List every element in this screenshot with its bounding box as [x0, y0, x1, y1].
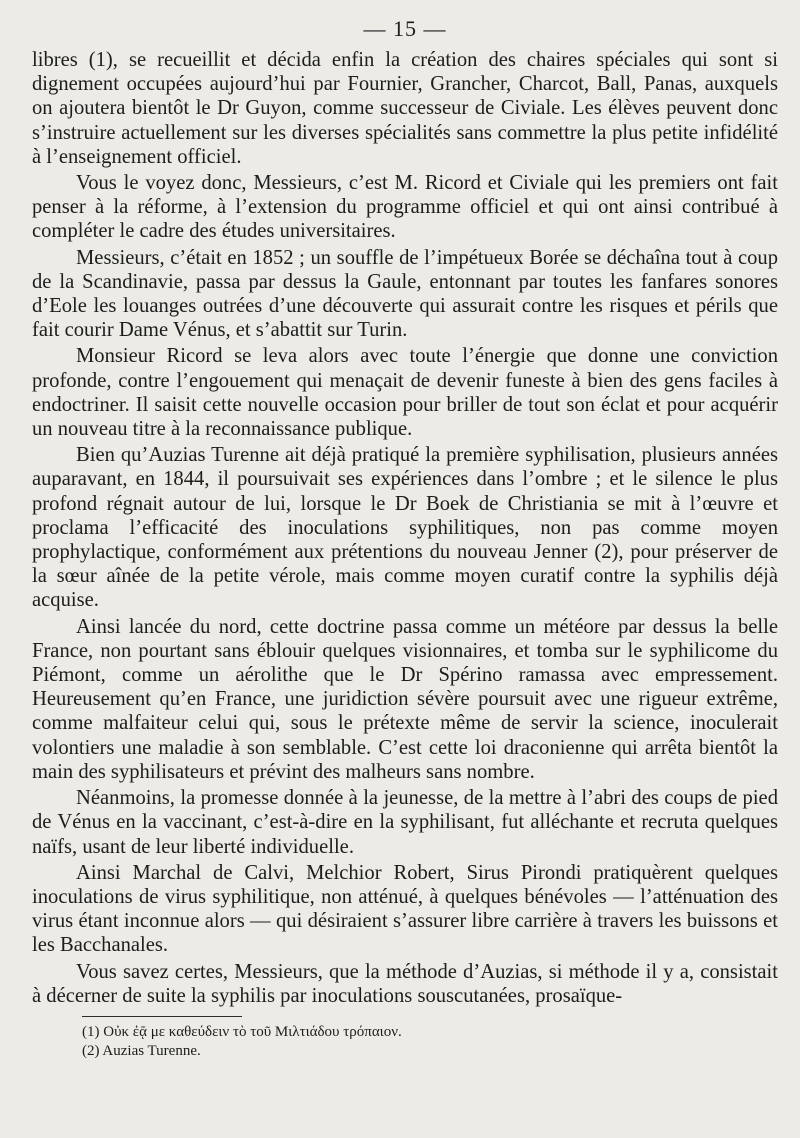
page-number: — 15 —	[363, 16, 447, 41]
footnote-divider	[82, 1016, 242, 1017]
footnote-1: (1) Οὐκ ἐᾷ με καθεύδειν τὸ τοῦ Μιλτιάδου τρόπαιον.	[82, 1023, 402, 1040]
paragraph-4: Monsieur Ricord se leva alors avec toute l’énergie que donne une conviction profonde, contre l’engouement qui menaçait de devenir funeste à bien des gens faciles à endoctriner. Il saisit cette nouvelle occasion pour briller de tout son éclat et pour acquérir un nouveau titre à la reconnaissance publique.	[32, 345, 778, 441]
paragraph-6: Ainsi lancée du nord, cette doctrine passa comme un météore par dessus la belle France, non pourtant sans éblouir quelques visionnaires, et tomba sur le syphilicome du Piémont, comme un aérolithe que le Dr Spérino ramassa avec empressement. Heureusement qu’en France, une juridiction sévère poursuit avec une rigueur extrême, comme malfaiteur celui qui, sous le prétexte même de servir la science, inoculerait volontiers une maladie à son semblable. C’est cette loi draconienne qui arrêta bientôt la main des syphilisateurs et prévint des malheurs sans nombre.	[32, 615, 778, 783]
footnote-2: (2) Auzias Turenne.	[82, 1042, 201, 1059]
footnotes	[32, 1023, 778, 1061]
paragraph-2: Vous le voyez donc, Messieurs, c’est M. Ricord et Civiale qui les premiers ont fait penser à la réforme, à l’extension du programme officiel et qui ont ainsi contribué à compléter le cadre des études universitaires.	[32, 172, 778, 243]
paragraph-1: libres (1), se recueillit et décida enfin la création des chaires spéciales qui sont si dignement occupées aujourd’hui par Fournier, Grancher, Charcot, Ball, Panas, auxquels on ajoutera bientôt le Dr Guyon, comme successeur de Civiale. Les élèves peuvent donc s’instruire actuellement sur les diverses spécialités sans commettre la plus petite infidélité à l’enseignement officiel.	[32, 49, 778, 168]
paragraph-3: Messieurs, c’était en 1852 ; un souffle de l’impétueux Borée se déchaîna tout à coup de la Scandinavie, passa par dessus la Gaule, entonnant par toutes les fanfares sonores d’Eole les louanges outrées d’une découverte qui assurait contre les risques et périls que fait courir Dame Vénus, et s’abattit sur Turin.	[32, 246, 778, 342]
body-text	[32, 48, 778, 1008]
paragraph-5: Bien qu’Auzias Turenne ait déjà pratiqué la première syphilisation, plusieurs années auparavant, en 1844, il poursuivait ses expériences dans l’ombre ; et le silence le plus profond régnait autour de lui, lorsque le Dr Boek de Christiania se mit à l’œuvre et proclama l’efficacité des inoculations syphilitiques, non pas comme moyen prophylactique, conformément aux prétentions du nouveau Jenner (2), pour préserver de la sœur aînée de la petite vérole, mais comme moyen curatif contre la syphilis déjà acquise.	[32, 444, 778, 612]
paragraph-7: Néanmoins, la promesse donnée à la jeunesse, de la mettre à l’abri des coups de pied de Vénus en la vaccinant, c’est-à-dire en la syphilisant, fut alléchante et recruta quelques naïfs, usant de leur liberté individuelle.	[32, 787, 778, 858]
paragraph-9: Vous savez certes, Messieurs, que la méthode d’Auzias, si méthode il y a, consistait à décerner de suite la syphilis par inoculations souscutanées, prosaïque-	[32, 960, 778, 1007]
paragraph-8: Ainsi Marchal de Calvi, Melchior Robert, Sirus Pirondi pratiquèrent quelques inoculations de virus syphilitique, non atténué, à quelques bénévoles — l’atténuation des virus étant inconnue alors — qui désiraient s’assurer libre carrière à travers les buissons et les Bacchanales.	[32, 861, 778, 957]
